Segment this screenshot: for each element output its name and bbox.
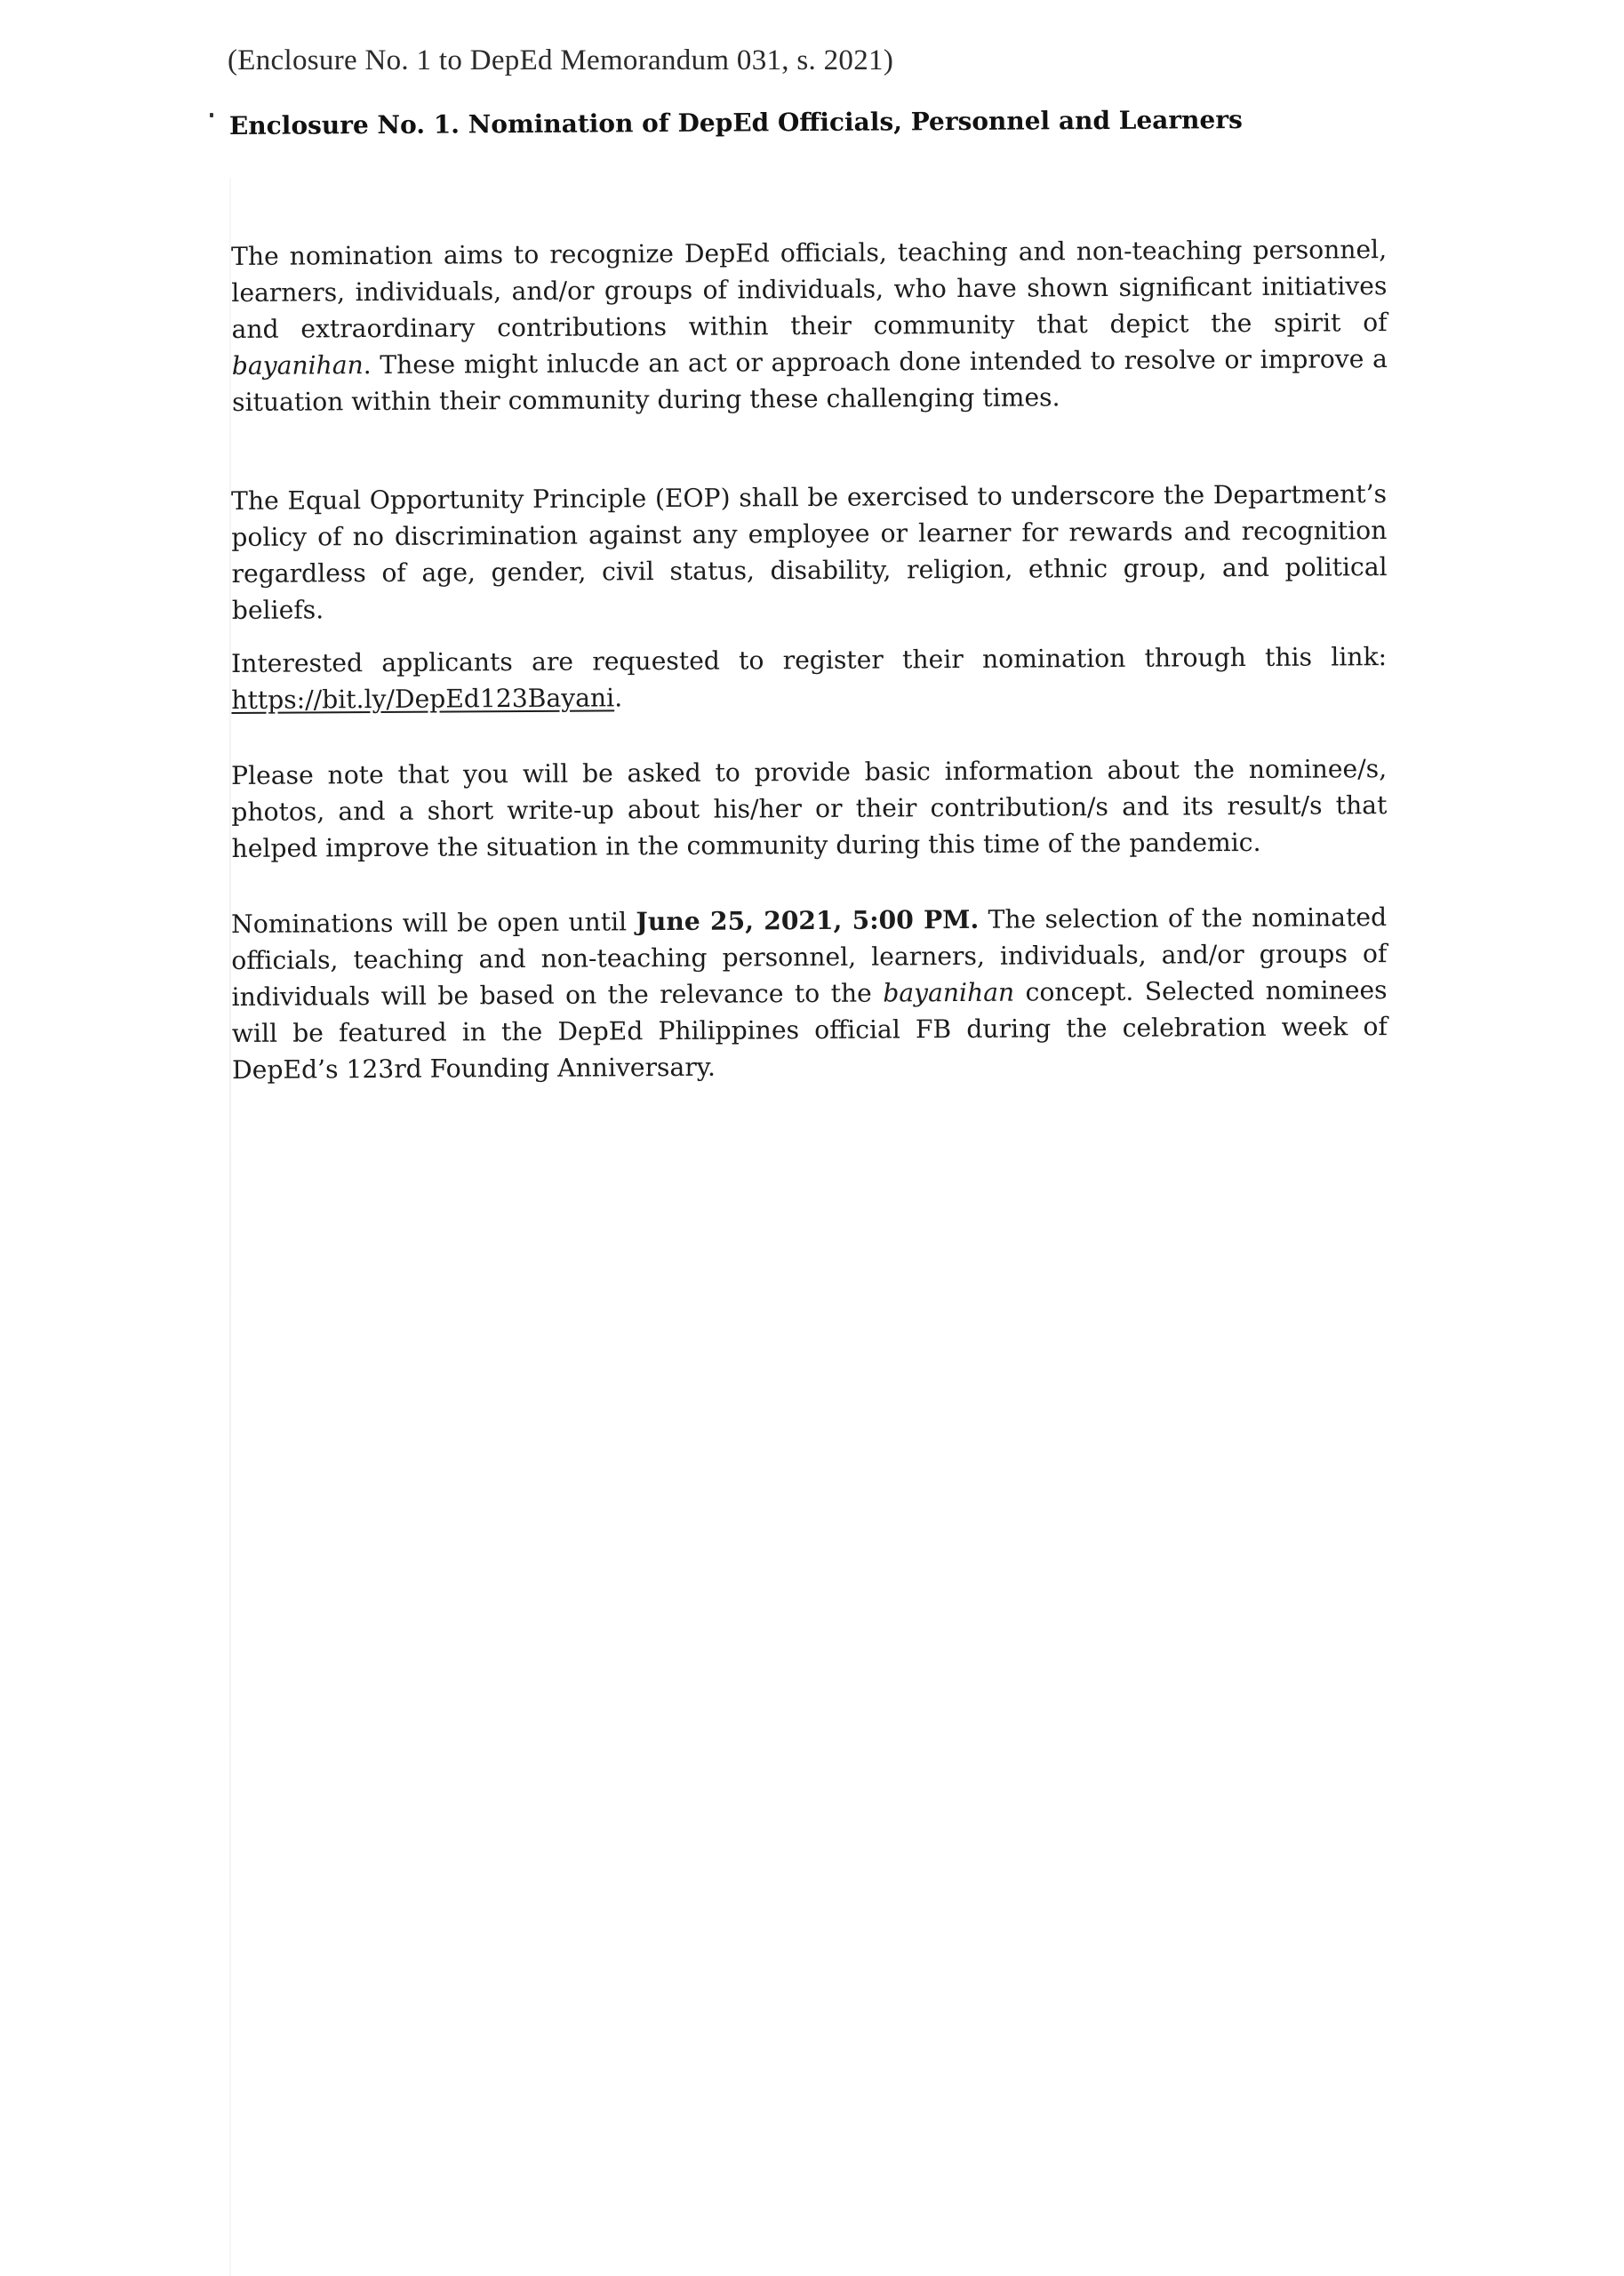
scan-speck-mark	[210, 113, 213, 117]
bayanihan-emphasis-2: bayanihan	[883, 977, 1015, 1008]
deadline-text-2: The selection of the nominated officials, teaching and non-teaching personnel, learners, individuals, and/or groups of individuals will be based on the relevance to the	[231, 902, 1388, 1013]
document-title: Enclosure No. 1. Nomination of DepEd Officials, Personnel and Learners	[228, 105, 1243, 140]
paragraph-requirements: Please note that you will be asked to provide basic information about the nominee/s, photos, and a short write-up about his/her or their contribution/s and its result/s that helped improve the situation in the community during this time of the pandemic.	[231, 754, 1388, 864]
paragraph-purpose	[231, 231, 1388, 421]
deadline-date: June 25, 2021, 5:00 PM.	[636, 905, 980, 937]
paragraph-purpose-text-1: The nomination aims to recognize DepEd officials, teaching and non-teaching personnel, learners, individuals, and/or groups of individuals, who have shown significant initiatives and extraordinary contributions within their community that depict the spirit of	[231, 235, 1388, 345]
bayanihan-emphasis: bayanihan	[231, 350, 364, 381]
registration-text: Interested applicants are requested to register their nomination through this link:	[231, 642, 1388, 679]
registration-end: .	[614, 683, 623, 713]
paragraph-purpose-text-2: . These might inlucde an act or approach done intended to resolve or improve a situation within their community during these challenging times.	[232, 344, 1388, 418]
paragraph-deadline	[231, 899, 1388, 1088]
deadline-text-1: Nominations will be open until	[231, 907, 636, 940]
enclosure-reference: (Enclosure No. 1 to DepEd Memorandum 031, s. 2021)	[228, 44, 894, 76]
paragraph-eop: The Equal Opportunity Principle (EOP) shall be exercised to underscore the Department’s policy of no discrimination against any employee or learner for rewards and recognition regardless of age, gender, civil status, disability, religion, ethnic group, and political beliefs.	[231, 479, 1388, 626]
deadline-text-3: concept. Selected nominees will be featured in the DepEd Philippines official FB during the celebration week of DepEd’s 123rd Founding Anniversary.	[231, 975, 1388, 1086]
registration-link[interactable]: https://bit.ly/DepEd123Bayani	[231, 683, 615, 716]
paragraph-registration	[231, 638, 1387, 718]
